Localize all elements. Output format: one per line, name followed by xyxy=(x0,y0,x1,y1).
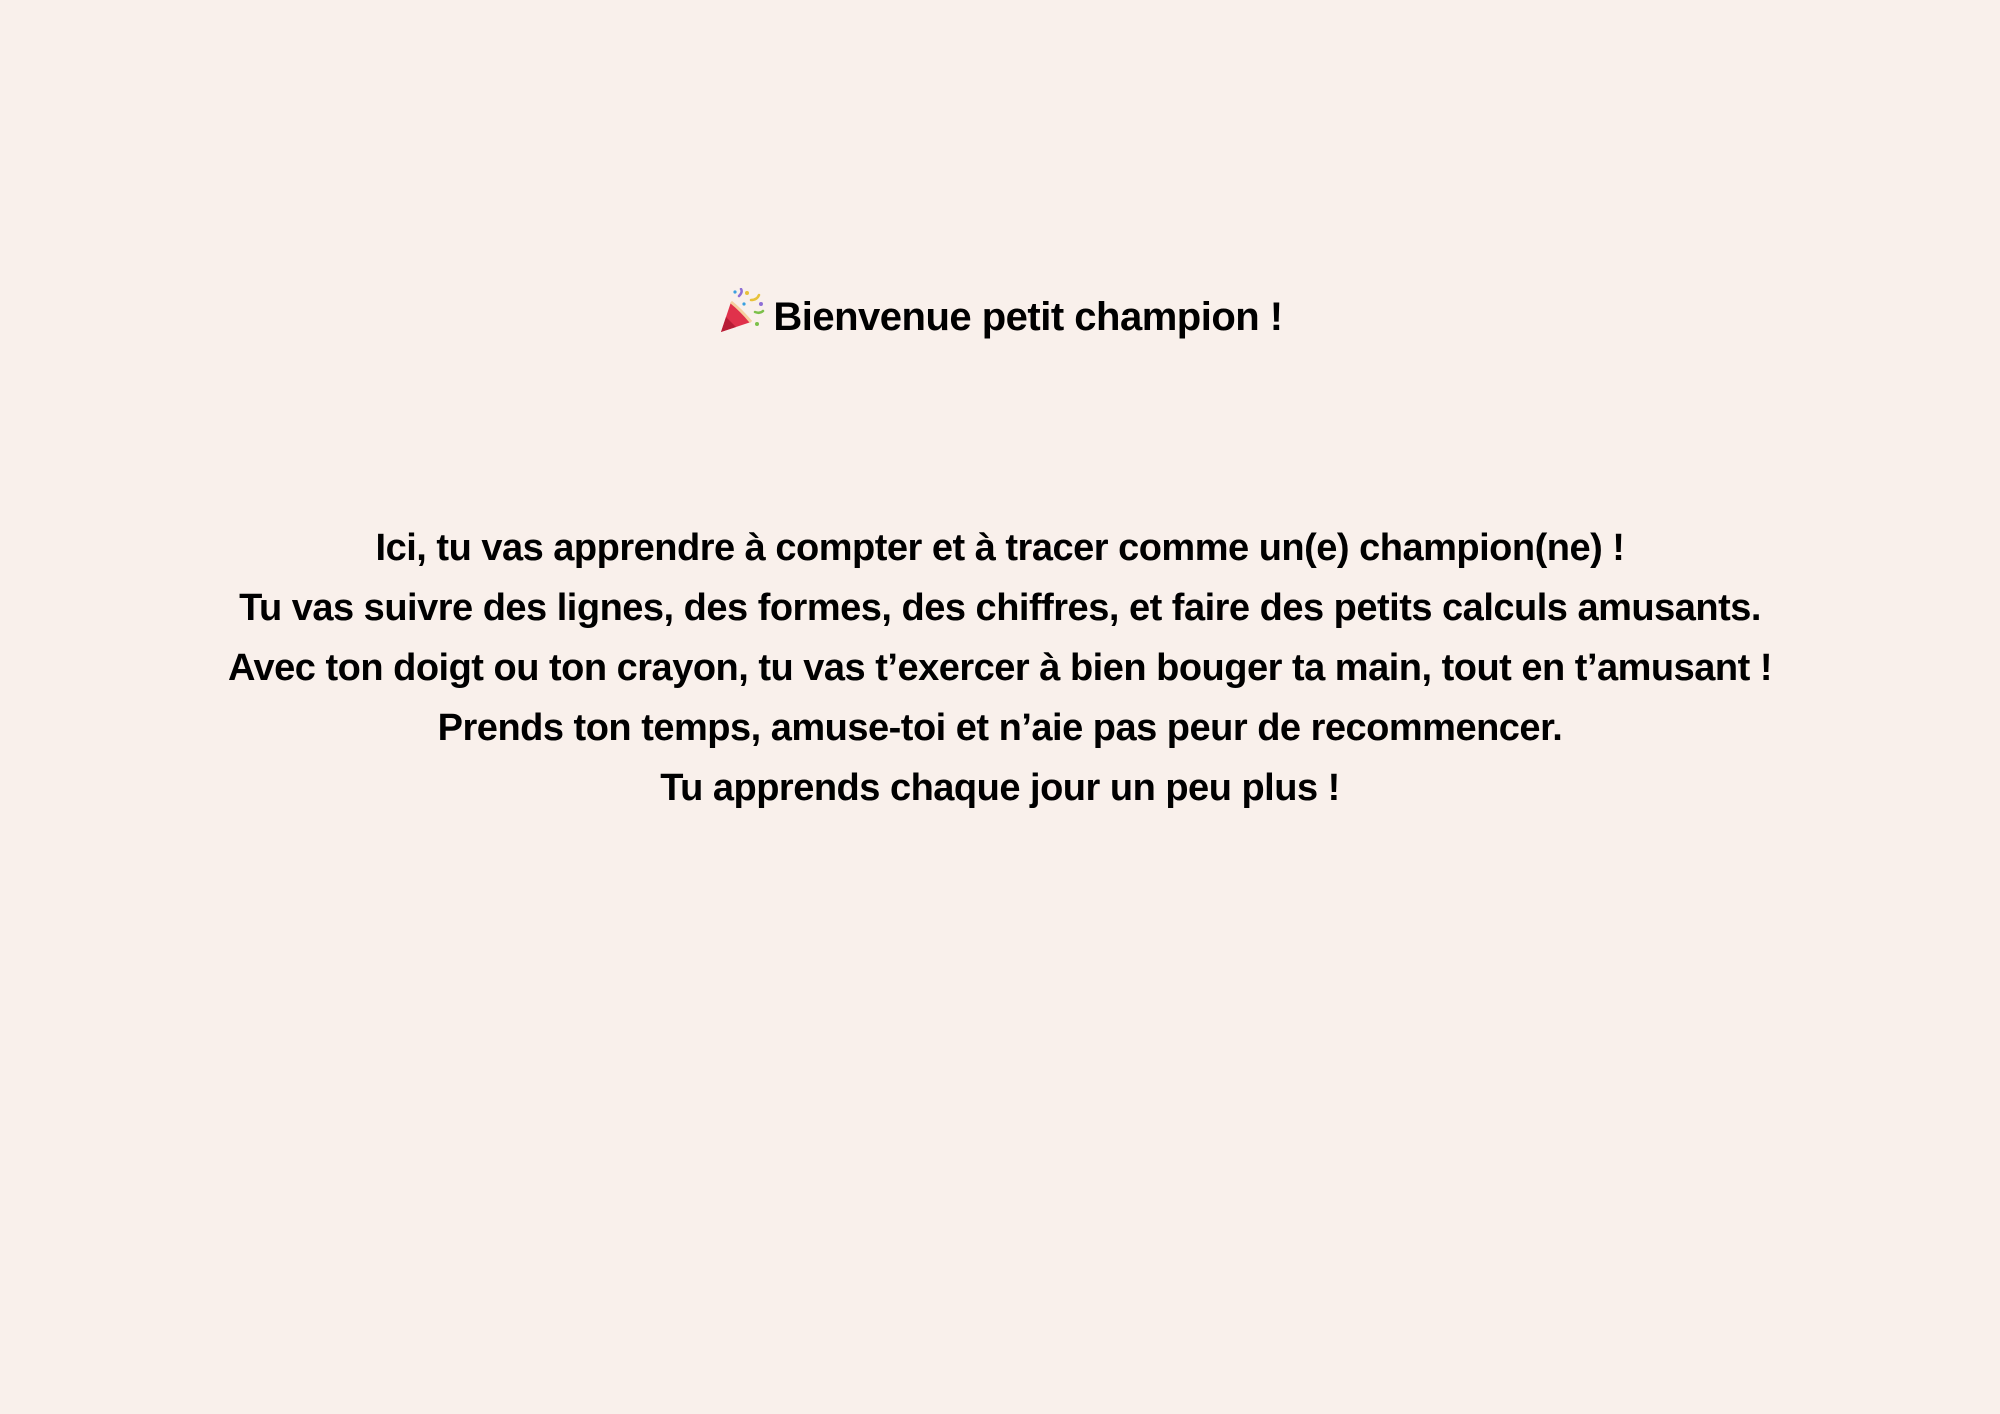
intro-line-3: Avec ton doigt ou ton crayon, tu vas t’exercer à bien bouger ta main, tout en t’amusant ! xyxy=(227,647,1772,689)
page-title-text: Bienvenue petit champion ! xyxy=(773,295,1283,339)
intro-line-4: Prends ton temps, amuse-toi et n’aie pas peur de recommencer. xyxy=(437,707,1563,749)
intro-line-5: Tu apprends chaque jour un peu plus ! xyxy=(660,767,1340,809)
party-popper-icon xyxy=(717,288,765,336)
intro-paragraph xyxy=(0,518,2000,818)
page-title xyxy=(0,284,2000,350)
intro-line-2: Tu vas suivre des lignes, des formes, des chiffres, et faire des petits calculs amusants. xyxy=(239,587,1761,629)
intro-line-1: Ici, tu vas apprendre à compter et à tracer comme un(e) champion(ne) ! xyxy=(375,527,1625,569)
